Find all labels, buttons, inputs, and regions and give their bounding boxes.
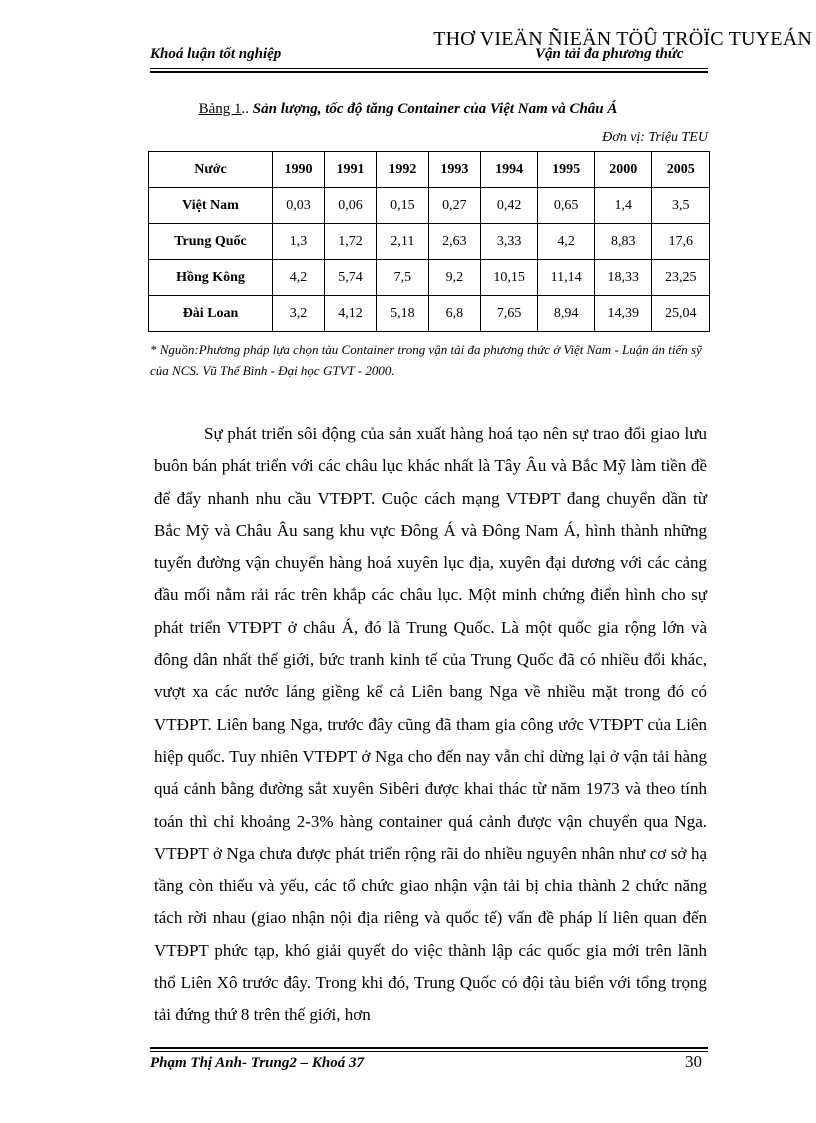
table-cell: 3,2 [273,296,325,332]
table-row [149,260,710,296]
table-cell: 7,5 [376,260,428,296]
table-cell: 14,39 [595,296,652,332]
table-cell: 3,33 [480,224,537,260]
table-cell: 0,06 [324,188,376,224]
header-cell-year: 1994 [480,152,537,188]
table-header-row [149,152,710,188]
table-row [149,224,710,260]
body-paragraph: Sự phát triển sôi động của sản xuất hàng hoá tạo nên sự trao đổi giao lưu buôn bán phát triển với các châu lục khác nhất là Tây Âu và Bắc Mỹ làm tiền đề để đẩy nhanh nhu cầu VTĐPT. Cuộc cách mạng VTĐPT đang chuyển dần từ Bắc Mỹ và Châu Âu sang khu vực Đông Á và Đông Nam Á, hình thành những tuyến đường vận chuyển hàng hoá xuyên lục địa, xuyên đại dương với các cảng đầu mối nằm rải rác trên khắp các châu lục. Một minh chứng điển hình cho sự phát triển VTĐPT ở châu Á, đó là Trung Quốc. Là một quốc gia rộng lớn và đông dân nhất thế giới, bức tranh kinh tế của Trung Quốc đã có nhiều đổi khác, vượt xa các nước láng giềng kể cả Liên bang Nga về nhiều mặt trong đó có VTĐPT. Liên bang Nga, trước đây cũng đã tham gia công ước VTĐPT của Liên hiệp quốc. Tuy nhiên VTĐPT ở Nga cho đến nay vẫn chỉ dừng lại ở vận tải hàng quá cảnh bằng đường sắt xuyên Sibêri được khai thác từ năm 1973 và theo tính toán thì chỉ khoảng 2-3% hàng container quá cảnh được vận chuyển qua Nga. VTĐPT ở Nga chưa được phát triển rộng rãi do nhiều nguyên nhân như cơ sở hạ tầng còn thiếu và yếu, các tổ chức giao nhận vận tải bị chia thành 2 chức năng tách rời nhau (giao nhận nội địa riêng và quốc tế) vấn đề pháp lí liên quan đến VTĐPT phức tạp, khó giải quyết do việc thành lập các quốc gia mới trên lãnh thổ Liên Xô trước đây. Trong khi đó, Trung Quốc có đội tàu biển với tổng trọng tải đứng thứ 8 trên thế giới, hơn [154,424,707,1025]
table-row [149,296,710,332]
row-label-cell: Trung Quốc [149,224,273,260]
table-cell: 1,72 [324,224,376,260]
table-cell: 11,14 [538,260,595,296]
table-cell: 8,83 [595,224,652,260]
table-cell: 9,2 [428,260,480,296]
table-cell: 2,63 [428,224,480,260]
table-cell: 10,15 [480,260,537,296]
table-title [0,101,816,118]
table-cell: 4,2 [538,224,595,260]
footer-rule [150,1051,708,1052]
watermark-text: THƠ VIEÄN ÑIEÄN TÖÛ TRÖÏC TUYEÁN [433,28,812,50]
table-cell: 7,65 [480,296,537,332]
table-cell: 23,25 [652,260,710,296]
row-label-cell: Hồng Kông [149,260,273,296]
header-left-text: Khoá luận tốt nghiệp [150,46,282,62]
header-cell-year: 1990 [273,152,325,188]
header-cell-year: 1991 [324,152,376,188]
header-cell-year: 1993 [428,152,480,188]
header-cell-year: 1992 [376,152,428,188]
header-right-text: Vận tải đa phương thức [535,46,684,62]
table-cell: 2,11 [376,224,428,260]
table-cell: 4,12 [324,296,376,332]
row-label-cell: Đài Loan [149,296,273,332]
header-rule [150,68,708,69]
page-number: 30 [685,1052,702,1071]
table-cell: 6,8 [428,296,480,332]
table-cell: 8,94 [538,296,595,332]
footer-author: Phạm Thị Anh- Trung2 – Khoá 37 [150,1055,364,1071]
row-label-cell: Việt Nam [149,188,273,224]
table-source-note: * Nguồn:Phương pháp lựa chọn tàu Container trong vận tải đa phương thức ở Việt Nam - Luận án tiến sỹ của NCS. Vũ Thế Bình - Đại học GTVT - 2000. [150,342,702,378]
table-cell: 0,03 [273,188,325,224]
table-label: Bảng 1 [198,101,242,117]
table-cell: 1,4 [595,188,652,224]
table-cell: 0,15 [376,188,428,224]
table-label-separator: .. [241,101,253,117]
table-cell: 18,33 [595,260,652,296]
table-cell: 0,42 [480,188,537,224]
table-cell: 0,65 [538,188,595,224]
table-cell: 17,6 [652,224,710,260]
table-cell: 3,5 [652,188,710,224]
table-caption: Sản lượng, tốc độ tăng Container của Việt Nam và Châu Á [252,101,618,117]
header-cell-year: 2000 [595,152,652,188]
footer-rule-thick [150,1047,708,1049]
table-cell: 25,04 [652,296,710,332]
header-cell-country: Nước [149,152,273,188]
table-cell: 5,74 [324,260,376,296]
header-cell-year: 2005 [652,152,710,188]
container-output-table [148,151,710,332]
table-row [149,188,710,224]
header-rule-thick [150,71,708,73]
table-cell: 4,2 [273,260,325,296]
header-cell-year: 1995 [538,152,595,188]
table-unit: Đơn vị: Triệu TEU [602,130,708,145]
table-cell: 1,3 [273,224,325,260]
table-cell: 5,18 [376,296,428,332]
table-cell: 0,27 [428,188,480,224]
